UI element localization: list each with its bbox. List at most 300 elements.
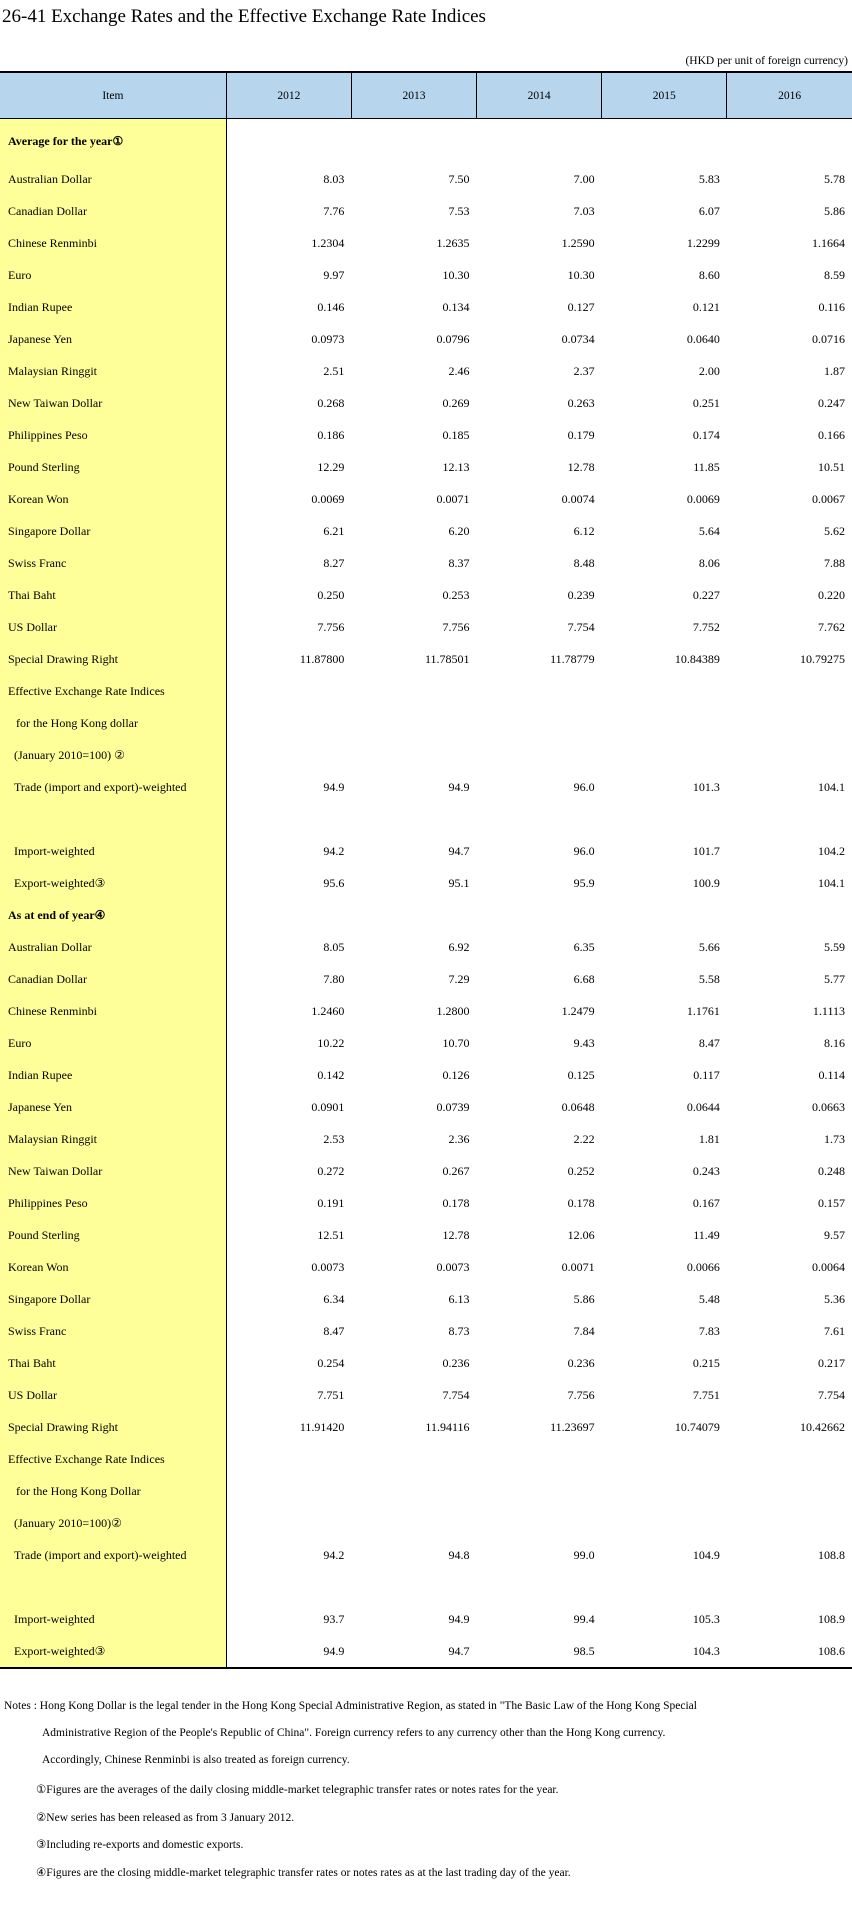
value-cell: 1.2635	[436, 235, 470, 250]
value-cell: 0.239	[567, 587, 595, 602]
table-row	[0, 419, 852, 451]
value-cell: 7.03	[573, 203, 595, 218]
table-row	[0, 1411, 852, 1443]
value-cell	[602, 803, 727, 835]
table-row	[0, 995, 852, 1027]
value-cell: 5.77	[824, 971, 845, 986]
table-row	[0, 1283, 852, 1315]
value-cell	[602, 707, 727, 739]
value-cell: 8.47	[698, 1035, 720, 1050]
value-cell: 7.751	[692, 1387, 720, 1402]
value-cell: 10.79275	[800, 651, 845, 666]
row-label: Chinese Renminbi	[0, 227, 226, 259]
table-row	[0, 899, 852, 931]
value-cell: 0.0663	[812, 1099, 845, 1114]
value-cell: 0.185	[442, 427, 470, 442]
row-label: Import-weighted	[0, 1603, 226, 1635]
value-cell: 7.756	[442, 619, 470, 634]
table-row	[0, 1123, 852, 1155]
unit-label: (HKD per unit of foreign currency)	[685, 55, 848, 67]
value-cell: 96.0	[573, 843, 595, 858]
row-label: Indian Rupee	[0, 1059, 226, 1091]
table-row	[0, 451, 852, 483]
value-cell: 7.762	[818, 619, 845, 634]
row-label: Philippines Peso	[0, 419, 226, 451]
table-row	[0, 1475, 852, 1507]
value-cell: 101.3	[692, 779, 720, 794]
value-cell: 0.0640	[686, 331, 720, 346]
value-cell: 0.0973	[311, 331, 345, 346]
value-cell: 0.0066	[686, 1259, 720, 1274]
table-row	[0, 771, 852, 803]
table-row	[0, 1155, 852, 1187]
table-row	[0, 707, 852, 739]
value-cell: 10.30	[442, 267, 470, 282]
value-cell: 7.53	[448, 203, 470, 218]
value-cell: 0.254	[317, 1355, 345, 1370]
row-label: Swiss Franc	[0, 547, 226, 579]
value-cell: 0.0739	[436, 1099, 470, 1114]
value-cell: 0.0069	[686, 491, 720, 506]
row-label: US Dollar	[0, 1379, 226, 1411]
row-label: Singapore Dollar	[0, 1283, 226, 1315]
value-cell: 0.267	[442, 1163, 470, 1178]
table-row	[0, 259, 852, 291]
value-cell	[727, 1443, 852, 1475]
value-cell	[226, 1443, 351, 1475]
note-line: Administrative Region of the People's Republic of China". Foreign currency refers to any currency other than the Hong Kong currency.	[42, 1727, 666, 1739]
value-cell: 95.1	[448, 875, 470, 890]
header-year: 2016	[727, 72, 852, 119]
table-row	[0, 1347, 852, 1379]
value-cell: 9.57	[824, 1227, 845, 1242]
value-cell	[727, 1571, 852, 1603]
value-cell: 0.248	[818, 1163, 845, 1178]
value-cell: 104.1	[818, 779, 845, 794]
value-cell: 0.0796	[436, 331, 470, 346]
value-cell: 6.68	[573, 971, 595, 986]
value-cell	[602, 1443, 727, 1475]
value-cell: 1.73	[824, 1131, 845, 1146]
value-cell: 9.97	[323, 267, 345, 282]
note-line: ③Including re-exports and domestic exports.	[36, 1839, 244, 1851]
value-cell: 5.86	[824, 203, 845, 218]
value-cell: 0.269	[442, 395, 470, 410]
value-cell	[727, 675, 852, 707]
row-label: for the Hong Kong Dollar	[0, 1475, 226, 1507]
table-row	[0, 579, 852, 611]
value-cell: 0.227	[692, 587, 720, 602]
value-cell	[226, 899, 351, 931]
value-cell	[351, 899, 476, 931]
table-body	[0, 119, 852, 1669]
value-cell: 9.43	[573, 1035, 595, 1050]
value-cell	[351, 803, 476, 835]
value-cell: 1.1113	[812, 1003, 845, 1018]
value-cell: 94.9	[323, 779, 345, 794]
value-cell: 1.2299	[686, 235, 720, 250]
value-cell	[727, 1475, 852, 1507]
value-cell: 0.0064	[812, 1259, 845, 1274]
row-label: Korean Won	[0, 483, 226, 515]
value-cell: 10.70	[442, 1035, 470, 1050]
row-label: Average for the year①	[0, 119, 226, 164]
row-label: Thai Baht	[0, 1347, 226, 1379]
table-row	[0, 323, 852, 355]
value-cell: 108.9	[818, 1611, 845, 1626]
table-header-row	[0, 72, 852, 119]
value-cell: 5.83	[698, 171, 720, 186]
row-label: Malaysian Ringgit	[0, 355, 226, 387]
row-label: Canadian Dollar	[0, 195, 226, 227]
value-cell: 0.217	[818, 1355, 845, 1370]
table-row	[0, 931, 852, 963]
value-cell: 0.0074	[561, 491, 595, 506]
value-cell: 0.117	[693, 1067, 720, 1082]
value-cell: 12.78	[567, 459, 595, 474]
value-cell: 0.0071	[436, 491, 470, 506]
value-cell: 0.250	[317, 587, 345, 602]
value-cell: 7.756	[317, 619, 345, 634]
row-label: Special Drawing Right	[0, 643, 226, 675]
note-line: Accordingly, Chinese Renminbi is also treated as foreign currency.	[42, 1754, 350, 1766]
table-row	[0, 515, 852, 547]
value-cell: 2.53	[323, 1131, 345, 1146]
value-cell	[477, 899, 602, 931]
value-cell: 12.51	[317, 1227, 345, 1242]
value-cell: 7.50	[448, 171, 470, 186]
value-cell	[602, 899, 727, 931]
table-row	[0, 1059, 852, 1091]
value-cell: 6.13	[448, 1291, 470, 1306]
value-cell: 7.754	[567, 619, 595, 634]
row-label: Swiss Franc	[0, 1315, 226, 1347]
note-line: ④Figures are the closing middle-market telegraphic transfer rates or notes rates as at the last trading day of the year.	[36, 1867, 571, 1879]
value-cell: 0.167	[692, 1195, 720, 1210]
table-row	[0, 1027, 852, 1059]
value-cell: 99.4	[573, 1611, 595, 1626]
value-cell: 5.48	[698, 1291, 720, 1306]
header-year: 2013	[351, 72, 476, 119]
note-line: ②New series has been released as from 3 January 2012.	[36, 1812, 295, 1824]
value-cell: 2.46	[448, 363, 470, 378]
row-label: Philippines Peso	[0, 1187, 226, 1219]
value-cell: 5.58	[698, 971, 720, 986]
value-cell: 0.186	[317, 427, 345, 442]
value-cell: 0.0644	[686, 1099, 720, 1114]
page-title: 26-41 Exchange Rates and the Effective Exchange Rate Indices	[2, 6, 486, 27]
row-label: Australian Dollar	[0, 163, 226, 195]
value-cell: 94.2	[323, 1547, 345, 1562]
value-cell: 108.6	[727, 1635, 852, 1668]
row-label	[0, 803, 226, 835]
value-cell: 5.78	[824, 171, 845, 186]
value-cell: 0.243	[692, 1163, 720, 1178]
value-cell: 100.9	[692, 875, 720, 890]
value-cell	[727, 707, 852, 739]
value-cell: 1.2460	[311, 1003, 345, 1018]
value-cell: 11.78501	[424, 651, 470, 666]
value-cell: 1.2304	[311, 235, 345, 250]
value-cell: 0.236	[567, 1355, 595, 1370]
value-cell: 6.07	[698, 203, 720, 218]
value-cell: 6.20	[448, 523, 470, 538]
value-cell: 11.78779	[550, 651, 595, 666]
value-cell	[226, 739, 351, 771]
value-cell: 0.179	[567, 427, 595, 442]
value-cell	[602, 1507, 727, 1539]
note-line: Notes : Hong Kong Dollar is the legal tender in the Hong Kong Special Administrative Region, as stated in "The Basic Law of the Hong Kong Special	[4, 1700, 697, 1712]
value-cell: 8.05	[323, 939, 345, 954]
row-label: Export-weighted③	[0, 867, 226, 899]
value-cell: 12.13	[442, 459, 470, 474]
value-cell: 98.5	[477, 1635, 602, 1668]
value-cell	[351, 1507, 476, 1539]
value-cell: 0.126	[442, 1067, 470, 1082]
value-cell: 104.3	[602, 1635, 727, 1668]
value-cell: 7.754	[442, 1387, 470, 1402]
value-cell: 2.37	[573, 363, 595, 378]
value-cell: 8.60	[698, 267, 720, 282]
table-row	[0, 1187, 852, 1219]
row-label: Japanese Yen	[0, 323, 226, 355]
value-cell: 7.754	[818, 1387, 845, 1402]
table-row	[0, 1539, 852, 1571]
value-cell: 94.9	[226, 1635, 351, 1668]
value-cell: 6.92	[448, 939, 470, 954]
value-cell: 7.83	[698, 1323, 720, 1338]
value-cell: 0.191	[317, 1195, 345, 1210]
value-cell: 2.51	[323, 363, 345, 378]
value-cell: 10.74079	[674, 1419, 720, 1434]
value-cell: 94.7	[448, 843, 470, 858]
value-cell: 99.0	[573, 1547, 595, 1562]
value-cell	[351, 1571, 476, 1603]
value-cell: 5.62	[824, 523, 845, 538]
table-row	[0, 1219, 852, 1251]
row-label: Pound Sterling	[0, 1219, 226, 1251]
value-cell: 1.2590	[561, 235, 595, 250]
value-cell: 95.9	[573, 875, 595, 890]
value-cell	[351, 119, 476, 164]
row-label: Australian Dollar	[0, 931, 226, 963]
header-year: 2012	[226, 72, 351, 119]
row-label: Pound Sterling	[0, 451, 226, 483]
table-row	[0, 867, 852, 899]
value-cell: 11.85	[693, 459, 720, 474]
row-label: Export-weighted③	[0, 1635, 226, 1668]
value-cell: 0.215	[692, 1355, 720, 1370]
value-cell: 12.78	[442, 1227, 470, 1242]
value-cell: 8.59	[824, 267, 845, 282]
table-row	[0, 611, 852, 643]
table-row	[0, 675, 852, 707]
value-cell: 7.84	[573, 1323, 595, 1338]
value-cell: 0.0073	[311, 1259, 345, 1274]
value-cell: 0.178	[567, 1195, 595, 1210]
value-cell	[226, 707, 351, 739]
value-cell: 0.174	[692, 427, 720, 442]
value-cell: 0.166	[818, 427, 845, 442]
value-cell: 101.7	[692, 843, 720, 858]
table-row	[0, 1379, 852, 1411]
table-row	[0, 355, 852, 387]
value-cell: 1.2479	[561, 1003, 595, 1018]
row-label: Trade (import and export)-weighted	[0, 771, 226, 803]
value-cell: 0.0071	[561, 1259, 595, 1274]
row-label	[0, 1571, 226, 1603]
value-cell: 94.2	[323, 843, 345, 858]
table-row	[0, 835, 852, 867]
value-cell: 104.9	[692, 1547, 720, 1562]
table-row	[0, 195, 852, 227]
value-cell: 0.0073	[436, 1259, 470, 1274]
row-label: Euro	[0, 259, 226, 291]
row-label: Effective Exchange Rate Indices	[0, 1443, 226, 1475]
value-cell: 7.756	[567, 1387, 595, 1402]
value-cell: 94.9	[448, 1611, 470, 1626]
table-row	[0, 1443, 852, 1475]
row-label: New Taiwan Dollar	[0, 1155, 226, 1187]
value-cell: 0.142	[317, 1067, 345, 1082]
value-cell: 0.0069	[311, 491, 345, 506]
value-cell: 0.0734	[561, 331, 595, 346]
value-cell: 0.146	[317, 299, 345, 314]
table-row	[0, 803, 852, 835]
value-cell: 105.3	[692, 1611, 720, 1626]
table-row	[0, 547, 852, 579]
value-cell	[602, 119, 727, 164]
value-cell: 6.34	[323, 1291, 345, 1306]
value-cell	[226, 675, 351, 707]
value-cell: 10.51	[818, 459, 845, 474]
value-cell	[477, 707, 602, 739]
value-cell	[727, 1507, 852, 1539]
header-year: 2014	[477, 72, 602, 119]
value-cell	[477, 119, 602, 164]
table-row	[0, 387, 852, 419]
row-label: Euro	[0, 1027, 226, 1059]
value-cell: 5.66	[698, 939, 720, 954]
row-label: (January 2010=100) ②	[0, 739, 226, 771]
value-cell: 93.7	[323, 1611, 345, 1626]
value-cell: 2.36	[448, 1131, 470, 1146]
row-label: Indian Rupee	[0, 291, 226, 323]
value-cell: 0.220	[818, 587, 845, 602]
value-cell: 8.48	[573, 555, 595, 570]
value-cell: 7.752	[692, 619, 720, 634]
value-cell: 1.81	[698, 1131, 720, 1146]
table-row	[0, 227, 852, 259]
value-cell	[226, 1571, 351, 1603]
table-row	[0, 163, 852, 195]
value-cell	[226, 1475, 351, 1507]
value-cell: 0.0648	[561, 1099, 595, 1114]
value-cell: 11.87800	[299, 651, 345, 666]
value-cell: 0.268	[317, 395, 345, 410]
row-label: Thai Baht	[0, 579, 226, 611]
value-cell: 10.84389	[674, 651, 720, 666]
table-row	[0, 1507, 852, 1539]
table-row	[0, 1571, 852, 1603]
value-cell: 8.06	[698, 555, 720, 570]
row-label: Japanese Yen	[0, 1091, 226, 1123]
value-cell: 104.2	[818, 843, 845, 858]
value-cell: 8.03	[323, 171, 345, 186]
value-cell: 0.116	[818, 299, 845, 314]
value-cell: 1.1761	[686, 1003, 720, 1018]
value-cell: 0.114	[818, 1067, 845, 1082]
value-cell	[477, 1571, 602, 1603]
value-cell: 6.21	[323, 523, 345, 538]
value-cell	[351, 675, 476, 707]
value-cell	[351, 1443, 476, 1475]
value-cell: 6.12	[573, 523, 595, 538]
value-cell	[602, 739, 727, 771]
value-cell: 10.42662	[800, 1419, 845, 1434]
header-item: Item	[0, 72, 226, 119]
table-row	[0, 643, 852, 675]
row-label: Trade (import and export)-weighted	[0, 1539, 226, 1571]
value-cell: 0.272	[317, 1163, 345, 1178]
value-cell: 12.06	[567, 1227, 595, 1242]
value-cell: 0.0067	[812, 491, 845, 506]
table-row	[0, 739, 852, 771]
value-cell: 0.252	[567, 1163, 595, 1178]
table-row	[0, 963, 852, 995]
value-cell: 0.127	[567, 299, 595, 314]
value-cell: 7.76	[323, 203, 345, 218]
table-row	[0, 1251, 852, 1283]
value-cell: 12.29	[317, 459, 345, 474]
row-label: Special Drawing Right	[0, 1411, 226, 1443]
value-cell: 0.121	[692, 299, 720, 314]
value-cell: 11.49	[693, 1227, 720, 1242]
table-row	[0, 483, 852, 515]
row-label: As at end of year④	[0, 899, 226, 931]
table-row	[0, 291, 852, 323]
row-label: Effective Exchange Rate Indices	[0, 675, 226, 707]
value-cell: 2.00	[698, 363, 720, 378]
value-cell: 7.88	[824, 555, 845, 570]
value-cell: 0.247	[818, 395, 845, 410]
table-row	[0, 1091, 852, 1123]
value-cell: 0.263	[567, 395, 595, 410]
value-cell: 7.29	[448, 971, 470, 986]
row-label: Import-weighted	[0, 835, 226, 867]
row-label: Canadian Dollar	[0, 963, 226, 995]
table-row	[0, 1635, 852, 1668]
value-cell	[477, 1475, 602, 1507]
value-cell: 0.236	[442, 1355, 470, 1370]
value-cell	[351, 739, 476, 771]
value-cell: 10.22	[317, 1035, 345, 1050]
value-cell: 8.73	[448, 1323, 470, 1338]
value-cell: 104.1	[818, 875, 845, 890]
exchange-rate-table	[0, 71, 852, 1669]
value-cell	[602, 1571, 727, 1603]
value-cell: 95.6	[323, 875, 345, 890]
value-cell	[477, 675, 602, 707]
value-cell: 0.253	[442, 587, 470, 602]
value-cell	[602, 675, 727, 707]
value-cell: 96.0	[573, 779, 595, 794]
value-cell	[602, 1475, 727, 1507]
value-cell	[477, 739, 602, 771]
value-cell	[351, 1475, 476, 1507]
value-cell: 5.64	[698, 523, 720, 538]
value-cell: 7.61	[824, 1323, 845, 1338]
